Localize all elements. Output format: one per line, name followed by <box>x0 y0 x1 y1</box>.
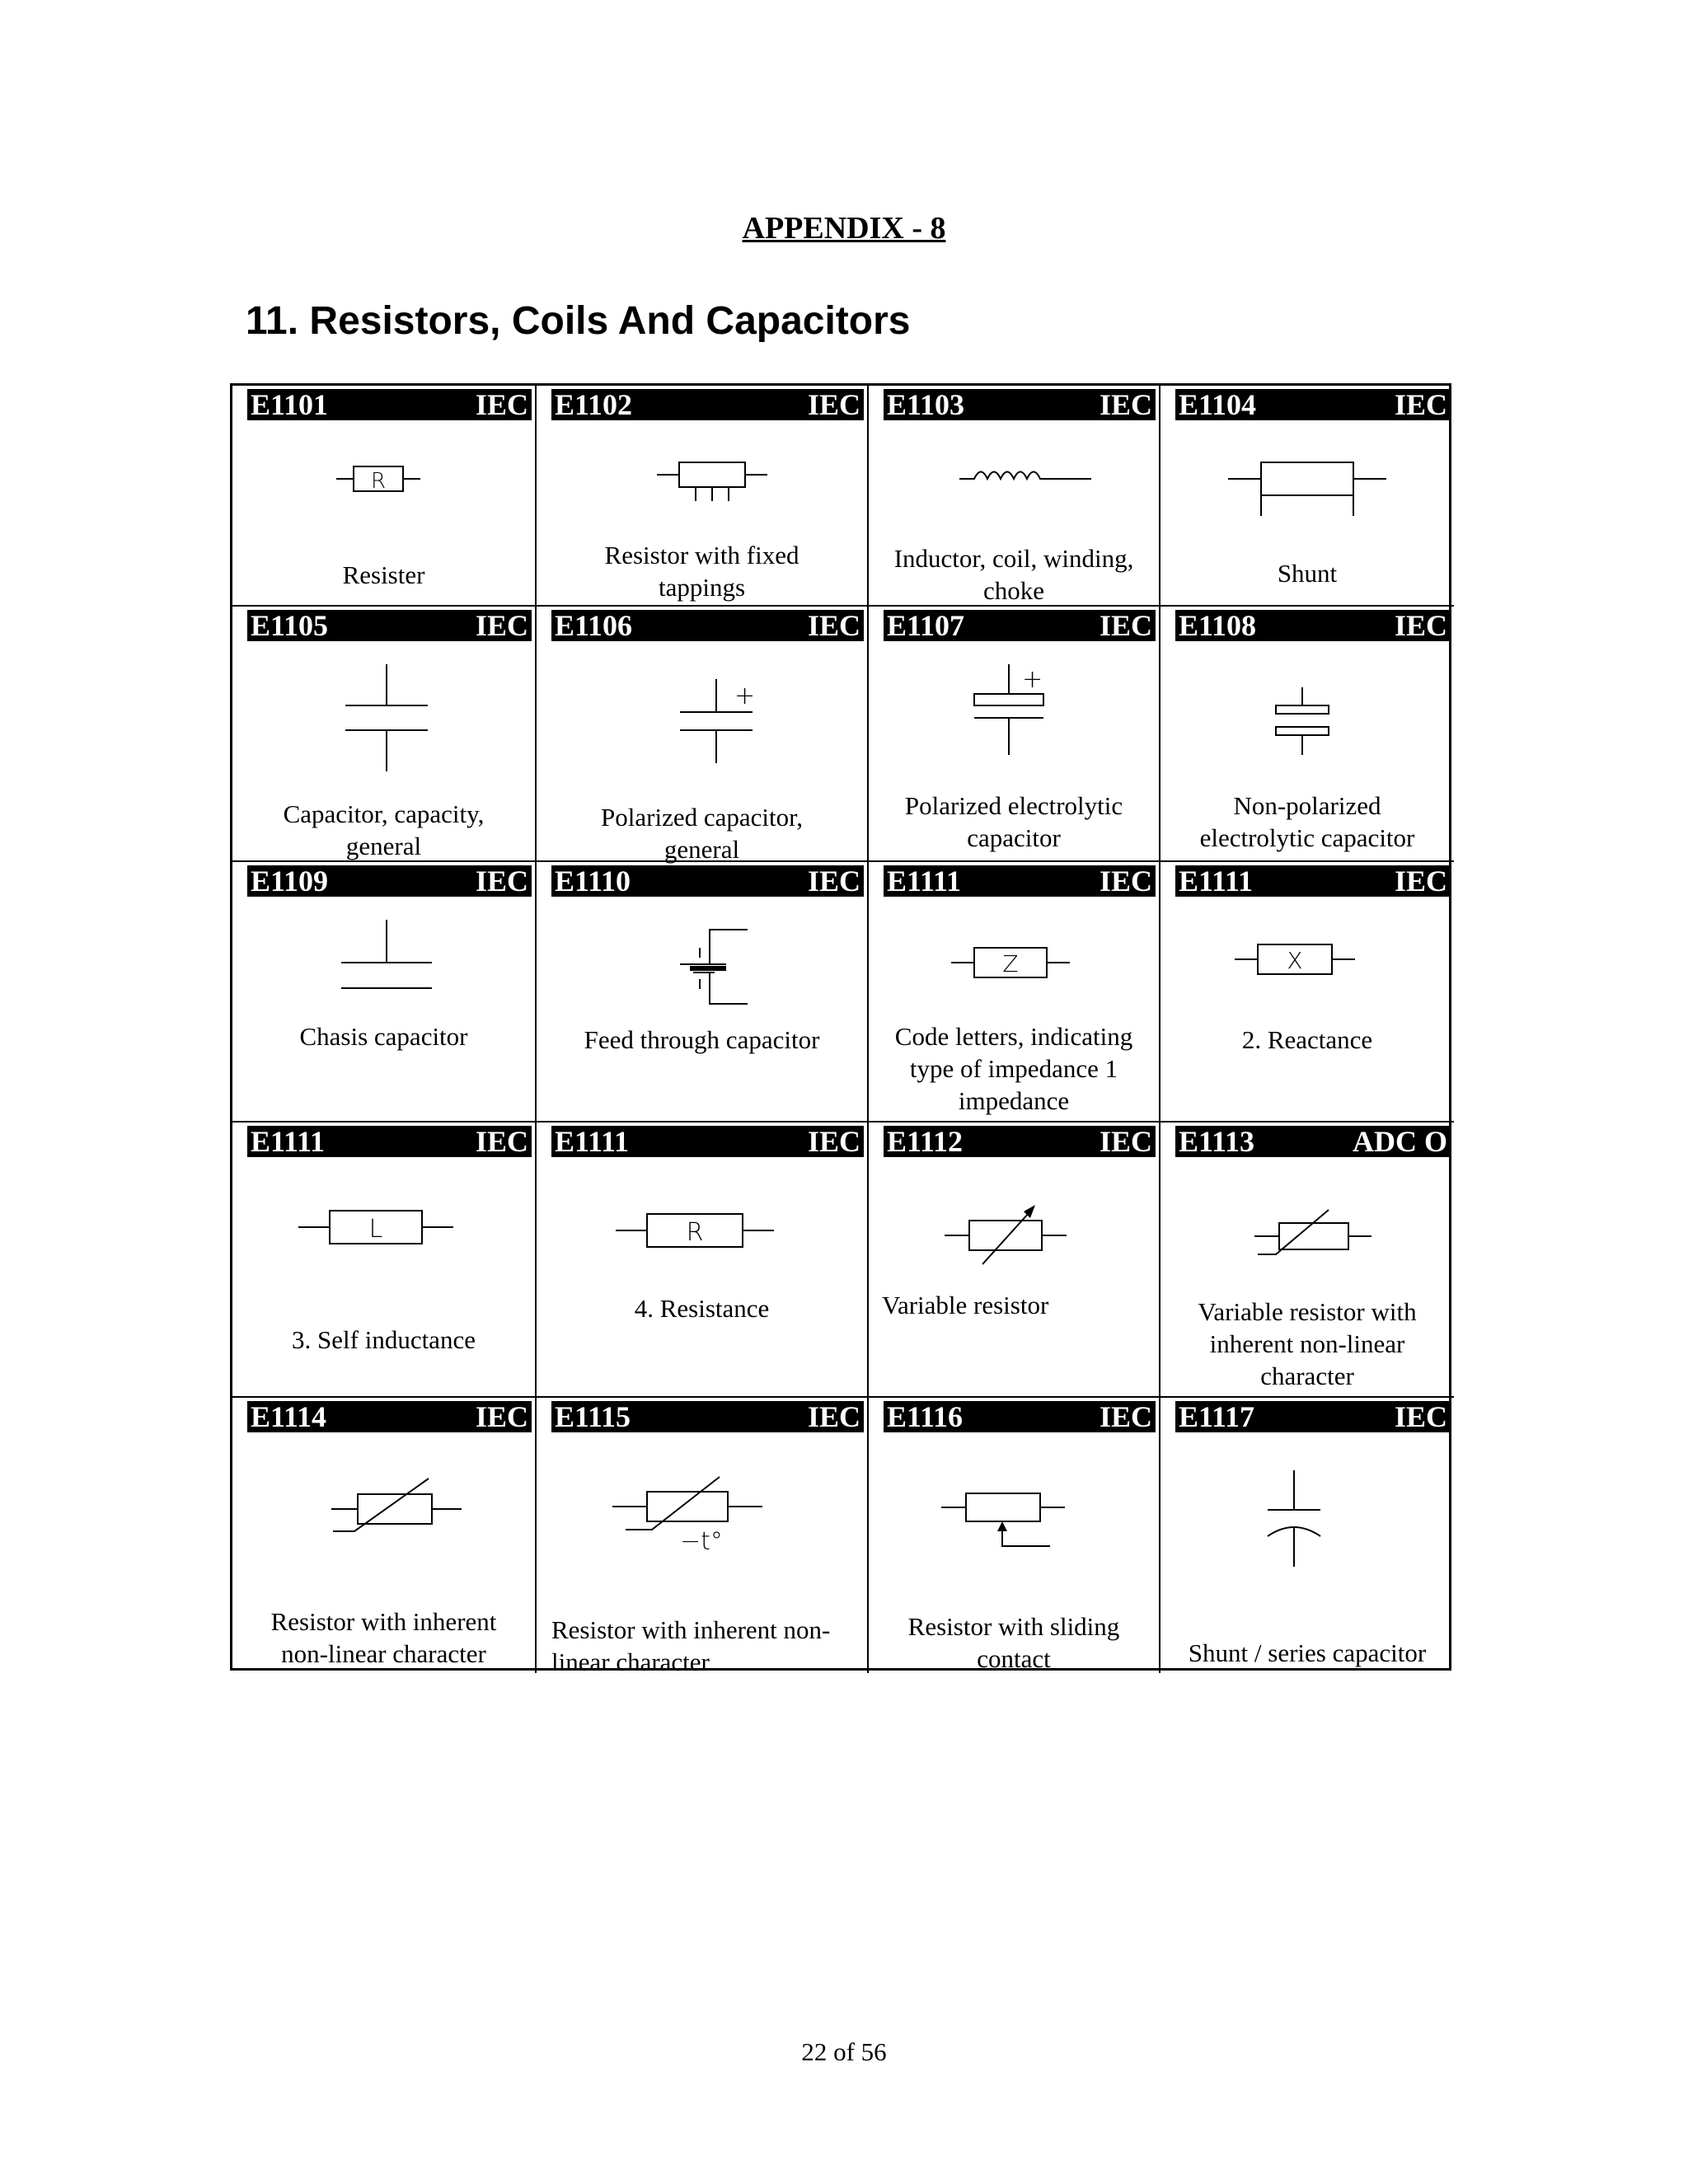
symbol-cell-e1107 <box>869 607 1160 862</box>
standard-label: IEC <box>807 1400 860 1433</box>
symbol-cell-e1108 <box>1160 607 1454 862</box>
symbol-code: E1111 <box>1179 865 1254 898</box>
symbol-caption: Non-polarized electrolytic capacitor <box>1199 791 1415 852</box>
symbol-caption: 2. Reactance <box>1241 1025 1373 1054</box>
standard-label: IEC <box>1099 1400 1152 1433</box>
symbol-caption: Resistor with fixed tappings <box>604 541 799 602</box>
symbol-caption: Feed through capacitor <box>584 1025 820 1054</box>
symbol-caption: Shunt / series capacitor <box>1188 1638 1427 1667</box>
standard-label: IEC <box>1394 1400 1447 1433</box>
plus-sign: + <box>734 682 756 710</box>
symbol-caption: 4. Resistance <box>634 1294 770 1323</box>
symbol-cell-e1102 <box>537 386 869 607</box>
symbol-code: E1108 <box>1179 609 1257 642</box>
self-inductance-symbol <box>232 1122 537 1398</box>
symbol-cell-e1116 <box>869 1398 1160 1673</box>
symbol-cell-e1111-reactance <box>1160 862 1454 1122</box>
plus-sign: + <box>1022 665 1043 694</box>
symbol-caption: Variable resistor <box>882 1291 1049 1319</box>
symbol-code: E1114 <box>251 1400 327 1433</box>
symbol-caption: Chasis capacitor <box>299 1022 468 1051</box>
standard-label: IEC <box>1099 865 1152 898</box>
standard-label: IEC <box>1394 865 1447 898</box>
symbol-cell-e1112 <box>869 1122 1160 1398</box>
symbol-cell-e1114 <box>232 1398 537 1673</box>
symbol-cell-e1104 <box>1160 386 1454 607</box>
symbol-letter: L <box>368 1215 383 1244</box>
symbol-code: E1105 <box>251 609 329 642</box>
temperature-label: −t° <box>680 1527 723 1556</box>
symbol-letter: Z <box>1002 950 1019 977</box>
symbol-code: E1111 <box>887 865 962 898</box>
standard-label: IEC <box>1099 388 1152 421</box>
symbol-code: E1113 <box>1179 1125 1255 1158</box>
symbol-cell-e1111-impedance <box>869 862 1160 1122</box>
symbol-caption: Capacitor, capacity, general <box>283 799 485 860</box>
symbol-cell-e1109 <box>232 862 537 1122</box>
symbol-caption: Polarized electrolytic capacitor <box>904 791 1123 852</box>
symbol-code: E1109 <box>251 865 329 898</box>
symbol-cell-e1111-self-inductance <box>232 1122 537 1398</box>
symbol-code: E1106 <box>555 609 633 642</box>
symbol-caption: Code letters, indicating type of impedance 1 impedance <box>894 1022 1133 1115</box>
symbol-cell-e1113 <box>1160 1122 1454 1398</box>
appendix-heading: APPENDIX - 8 <box>742 211 946 246</box>
standard-label: IEC <box>475 609 528 642</box>
shunt-series-capacitor-symbol <box>1160 1398 1454 1673</box>
symbol-code: E1116 <box>887 1400 964 1433</box>
resistance-symbol <box>537 1122 869 1398</box>
symbol-cell-e1111-resistance <box>537 1122 869 1398</box>
symbol-cell-e1105 <box>232 607 537 862</box>
symbol-code: E1102 <box>555 388 633 421</box>
symbol-code: E1112 <box>887 1125 964 1158</box>
standard-label: IEC <box>807 865 860 898</box>
symbol-table <box>230 383 1451 1676</box>
symbol-code: E1115 <box>555 1400 631 1433</box>
standard-label: IEC <box>475 388 528 421</box>
symbol-code: E1101 <box>251 388 329 421</box>
standard-label: IEC <box>475 865 528 898</box>
standard-label: ADC O <box>1353 1125 1447 1158</box>
symbol-caption: 3. Self inductance <box>292 1325 476 1354</box>
standard-label: IEC <box>475 1400 528 1433</box>
symbol-code: E1111 <box>251 1125 326 1158</box>
symbol-cell-e1115 <box>537 1398 869 1676</box>
standard-label: IEC <box>807 609 860 642</box>
symbol-caption: Polarized capacitor, general <box>601 803 803 864</box>
page-number: 22 of 56 <box>801 2037 887 2066</box>
standard-label: IEC <box>1099 609 1152 642</box>
symbol-caption: Resister <box>342 560 425 589</box>
section-title: 11. Resistors, Coils And Capacitors <box>246 299 911 343</box>
symbol-caption: Variable resistor with inherent non-linear character <box>1198 1297 1417 1390</box>
chassis-capacitor-symbol <box>232 862 537 1122</box>
standard-label: IEC <box>1394 609 1447 642</box>
symbol-letter: X <box>1287 947 1303 974</box>
symbol-cell-e1101 <box>232 386 537 607</box>
standard-label: IEC <box>475 1125 528 1158</box>
symbol-cell-e1117 <box>1160 1398 1454 1673</box>
standard-label: IEC <box>807 1125 860 1158</box>
symbol-caption: Shunt <box>1277 559 1338 588</box>
symbol-caption: Resistor with sliding contact <box>907 1612 1120 1673</box>
symbol-caption: Resistor with inherent non-linear character <box>270 1607 497 1668</box>
symbol-cell-e1110 <box>537 862 869 1122</box>
symbol-code: E1110 <box>555 865 631 898</box>
standard-label: IEC <box>1099 1125 1152 1158</box>
reactance-symbol <box>1160 862 1454 1122</box>
symbol-caption: Resistor with inherent non-linear character <box>551 1615 831 1676</box>
symbol-caption: Inductor, coil, winding, choke <box>893 544 1134 605</box>
symbol-code: E1111 <box>555 1125 630 1158</box>
symbol-letter: R <box>370 469 387 494</box>
variable-resistor-symbol <box>869 1122 1160 1398</box>
symbol-code: E1117 <box>1179 1400 1255 1433</box>
symbol-code: E1103 <box>887 388 965 421</box>
symbol-code: E1104 <box>1179 388 1257 421</box>
symbol-letter: R <box>686 1218 704 1247</box>
symbol-code: E1107 <box>887 609 965 642</box>
symbol-cell-e1106 <box>537 607 869 862</box>
standard-label: IEC <box>807 388 860 421</box>
symbol-cell-e1103 <box>869 386 1160 607</box>
standard-label: IEC <box>1394 388 1447 421</box>
feedthrough-capacitor-symbol <box>537 862 869 1122</box>
